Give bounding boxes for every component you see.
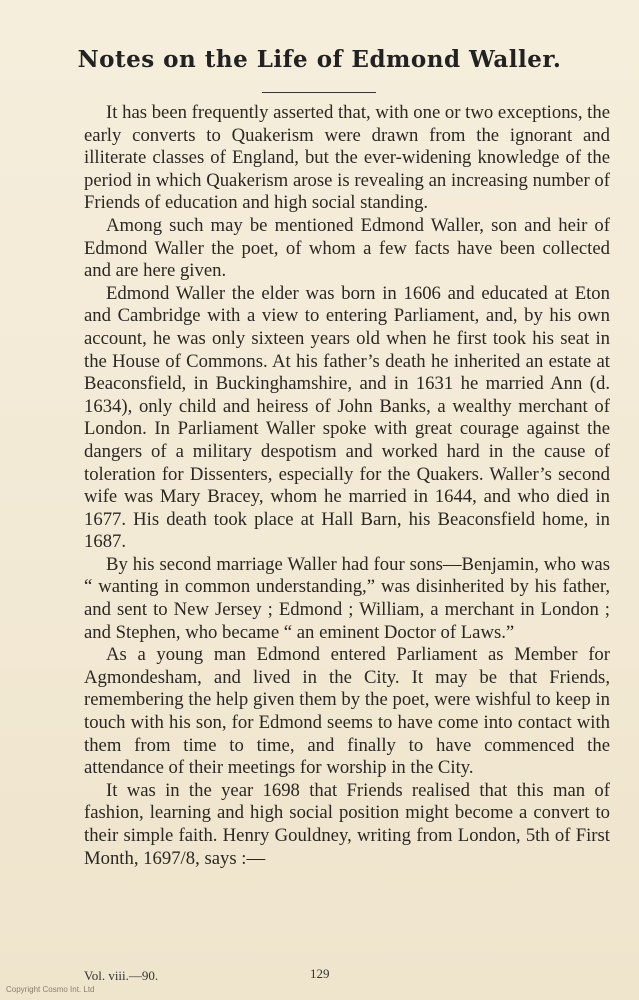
article-body [84, 102, 610, 870]
page-title: Notes on the Life of Edmond Waller. [77, 46, 562, 73]
paragraph-5: As a young man Edmond entered Parliament as Member for Agmondesham, and lived in the City. It may be that Friends, remembering the help given them by the poet, were wishful to keep in touch with his son, for Edmond seems to have come into contact with them from time to time, and finally to have commenced the attendance of their meetings for worship in the City. [84, 644, 610, 779]
paragraph-3: Edmond Waller the elder was born in 1606 and educated at Eton and Cambridge with a view to entering Parliament, and, by his own account, he was only sixteen years old when he first took his seat in the House of Commons. At his father’s death he inherited an estate at Beaconsfield, in Buckinghamshire, and in 1631 he married Ann (d. 1634), only child and heiress of John Banks, a wealthy merchant of London. In Parliament Waller spoke with great courage against the dangers of a military despotism and worked hard in the cause of toleration for Dissenters, especially for the Quakers. Waller’s second wife was Mary Bracey, whom he married in 1644, and who died in 1677. His death took place at Hall Barn, his Beaconsfield home, in 1687. [84, 282, 610, 553]
paragraph-2: Among such may be mentioned Edmond Waller, son and heir of Edmond Waller the poet, of whom a few facts have been collected and are here given. [84, 214, 610, 282]
volume-reference: Vol. viii.—90. [84, 968, 159, 983]
paragraph-4: By his second marriage Waller had four sons—Benjamin, who was “ wanting in common understanding,” was disinherited by his father, and sent to New Jersey ; Edmond ; William, a merchant in London ; and Stephen, who became “ an eminent Doctor of Laws.” [84, 553, 610, 643]
title-rule [262, 92, 376, 93]
paragraph-1: It has been frequently asserted that, with one or two exceptions, the early converts to Quakerism were drawn from the ignorant and illiterate classes of England, but the ever-widening knowledge of the period in which Quakerism arose is revealing an increasing number of Friends of education and high social standing. [84, 102, 610, 214]
copyright-watermark: Copyright Cosmo Int. Ltd [6, 985, 95, 994]
paragraph-6: It was in the year 1698 that Friends realised that this man of fashion, learning and high social position might become a convert to their simple faith. Henry Gouldney, writing from London, 5th of First Month, 1697/8, says :— [84, 779, 610, 869]
page-number: 129 [310, 966, 330, 981]
